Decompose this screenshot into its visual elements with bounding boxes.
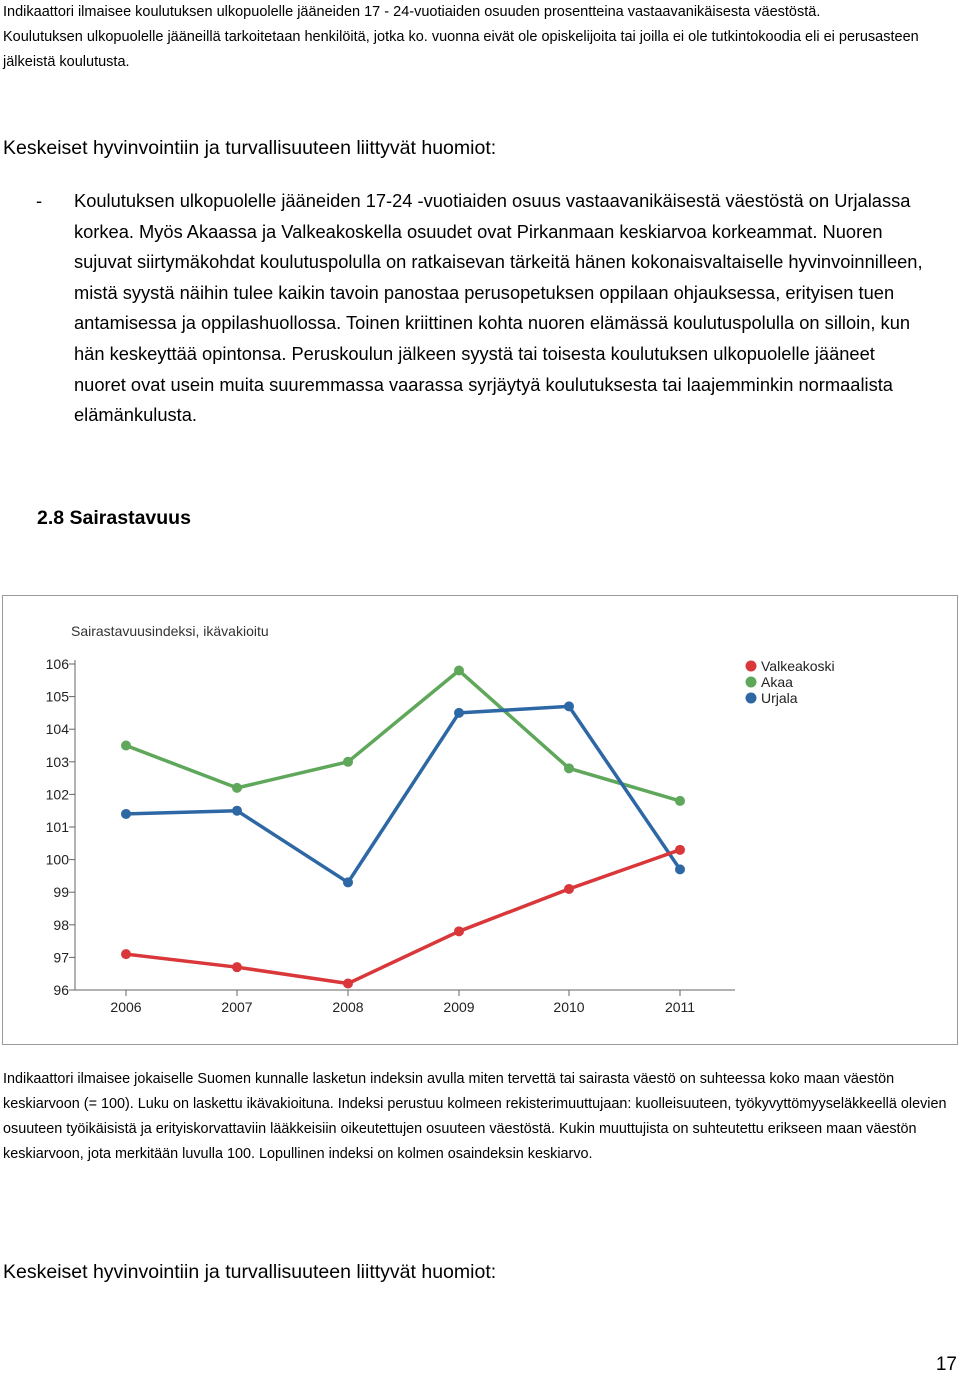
x-tick-label: 2007 (221, 999, 253, 1015)
intro-line-1: Indikaattori ilmaisee koulutuksen ulkopuolelle jääneiden 17 - 24-vuotiaiden osuuden prosentteina vastaavanikäisesta väestöstä. (3, 4, 821, 20)
y-tick-label: 103 (45, 753, 69, 770)
data-point-valkeakoski (121, 949, 131, 959)
data-point-akaa (121, 741, 131, 751)
bullet-item (36, 186, 926, 431)
data-point-valkeakoski (564, 884, 574, 894)
data-point-urjala (564, 701, 574, 711)
y-tick-label: 100 (45, 851, 69, 868)
intro-line-2: Koulutuksen ulkopuolelle jääneillä tarkoitetaan henkilöitä, jotka ko. vuonna eivät ole opiskelijoita tai joilla ei ole tutkintokoodia eli ei perusasteen jälkeistä koulutusta. (3, 29, 919, 70)
bullet-dash: - (36, 190, 43, 211)
x-tick-label: 2011 (664, 999, 696, 1015)
y-tick-label: 105 (45, 688, 69, 705)
x-tick-label: 2010 (553, 999, 585, 1015)
indicator-description: Indikaattori ilmaisee jokaiselle Suomen kunnalle lasketun indeksin avulla miten tervettä tai sairasta väestö on suhteessa koko maan väestön keskiarvoon (= 100). Luku on laskettu ikävakioituna. Indeksi perustuu kolmeen rekisterimuuttujaan: kuolleisuuteen, työkyvyttömyyseläkkeellä olevien osuuteen työikäisistä ja erityiskorvattaviin lääkkeisiin oikeutettujen osuuteen väestöstä. Kukin muuttujista on suhteutettu erikseen maan väestön keskiarvoon, jota merkitään luvulla 100. Lopullinen indeksi on kolmen osaindeksin keskiarvo. (3, 1071, 947, 1162)
legend-marker-valkeakoski (746, 661, 757, 672)
legend-label-akaa: Akaa (761, 674, 793, 690)
data-point-akaa (675, 796, 685, 806)
x-tick-label: 2008 (332, 999, 364, 1015)
legend-marker-urjala (746, 693, 757, 704)
legend-label-urjala: Urjala (761, 690, 798, 706)
x-tick-label: 2009 (443, 999, 475, 1015)
data-point-valkeakoski (454, 926, 464, 936)
data-point-urjala (232, 806, 242, 816)
y-tick-label: 106 (45, 656, 69, 672)
chart-title: Sairastavuusindeksi, ikävakioitu (71, 623, 269, 639)
notes-heading-2: Keskeiset hyvinvointiin ja turvallisuuteen liittyvät huomiot: (3, 1261, 497, 1283)
data-point-urjala (675, 864, 685, 874)
x-tick-label: 2006 (110, 999, 142, 1015)
data-point-akaa (564, 763, 574, 773)
legend-marker-akaa (746, 677, 757, 688)
notes-heading-1: Keskeiset hyvinvointiin ja turvallisuuteen liittyvät huomiot: (3, 137, 497, 159)
intro-text (3, 0, 953, 75)
data-point-akaa (343, 757, 353, 767)
chart-container (2, 595, 958, 1045)
y-tick-label: 96 (53, 982, 69, 998)
data-point-urjala (121, 809, 131, 819)
data-point-valkeakoski (232, 962, 242, 972)
data-point-akaa (232, 783, 242, 793)
section-heading: 2.8 Sairastavuus (37, 507, 191, 529)
page-number: 17 (935, 1354, 957, 1375)
data-point-valkeakoski (343, 978, 353, 988)
y-tick-label: 104 (45, 721, 69, 738)
data-point-valkeakoski (675, 845, 685, 855)
series-line-valkeakoski (126, 850, 680, 984)
data-point-urjala (343, 877, 353, 887)
y-tick-label: 101 (45, 819, 69, 835)
series-line-akaa (126, 671, 680, 801)
y-tick-label: 97 (53, 949, 69, 966)
y-tick-label: 98 (53, 916, 69, 933)
line-chart (3, 596, 957, 1044)
legend-label-valkeakoski: Valkeakoski (761, 658, 835, 674)
series-line-urjala (126, 706, 680, 882)
y-tick-label: 102 (45, 786, 69, 803)
data-point-urjala (454, 708, 464, 718)
data-point-akaa (454, 666, 464, 676)
bullet-text: Koulutuksen ulkopuolelle jääneiden 17-24 -vuotiaiden osuus vastaavanikäisestä väestöstä on Urjalassa korkea. Myös Akaassa ja Valkeakoskella osuudet ovat Pirkanmaan keskiarvoa korkeammat. Nuoren sujuvat siirtymäkohdat koulutuspolulla on ratkaisevan tärkeitä hänen kokonaisvaltaiselle hyvinvoinnilleen, mistä syystä näihin tulee kaikin tavoin panostaa perusopetuksen oppilaan ohjauksessa, erityisen tuen antamisessa ja oppilashuollossa. Toinen kriittinen kohta nuoren elämässä koulutuspolulla on silloin, kun hän keskeyttää opintonsa. Peruskoulun jälkeen syystä tai toisesta koulutuksen ulkopuolelle jääneet nuoret ovat usein muita suuremmassa vaarassa syrjäytyä koulutuksesta tai laajemminkin normaalista elämänkulusta. (74, 190, 923, 426)
y-tick-label: 99 (53, 884, 69, 901)
